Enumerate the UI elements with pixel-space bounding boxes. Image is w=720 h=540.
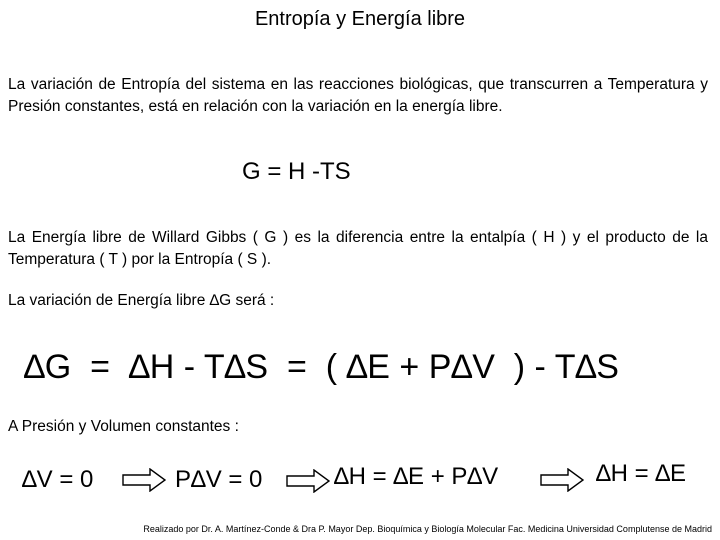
- delta-g-intro: La variación de Energía libre ∆G será :: [8, 292, 275, 309]
- chain-step-3: ∆H = ∆E + P∆V: [334, 463, 499, 490]
- gibbs-equation: G = H -TS: [242, 158, 351, 185]
- delta-g-equation: ∆G = ∆H - T∆S = ( ∆E + P∆V ) - T∆S: [24, 348, 619, 386]
- right-arrow-icon: [122, 468, 166, 492]
- gibbs-definition-paragraph: La Energía libre de Willard Gibbs ( G ) es la diferencia entre la entalpía ( H ) y el producto de la Temperatura ( T ) por la Entropía ( S ).: [8, 229, 708, 268]
- constant-conditions-label: A Presión y Volumen constantes :: [8, 418, 239, 435]
- chain-step-4: ∆H = ∆E: [596, 460, 687, 487]
- chain-step-1: ∆V = 0: [22, 466, 94, 493]
- credits-footer: Realizado por Dr. A. Martínez-Conde & Dra P. Mayor Dep. Bioquímica y Biología Molecular Fac. Medicina Universidad Complutense de Madrid: [143, 524, 712, 534]
- page-title: Entropía y Energía libre: [254, 8, 466, 30]
- intro-paragraph: La variación de Entropía del sistema en las reacciones biológicas, que transcurren a Temperatura y Presión constantes, está en relación con la variación en la energía libre.: [8, 76, 708, 115]
- chain-step-2: P∆V = 0: [175, 466, 263, 493]
- right-arrow-icon: [540, 468, 584, 492]
- right-arrow-icon: [286, 469, 330, 493]
